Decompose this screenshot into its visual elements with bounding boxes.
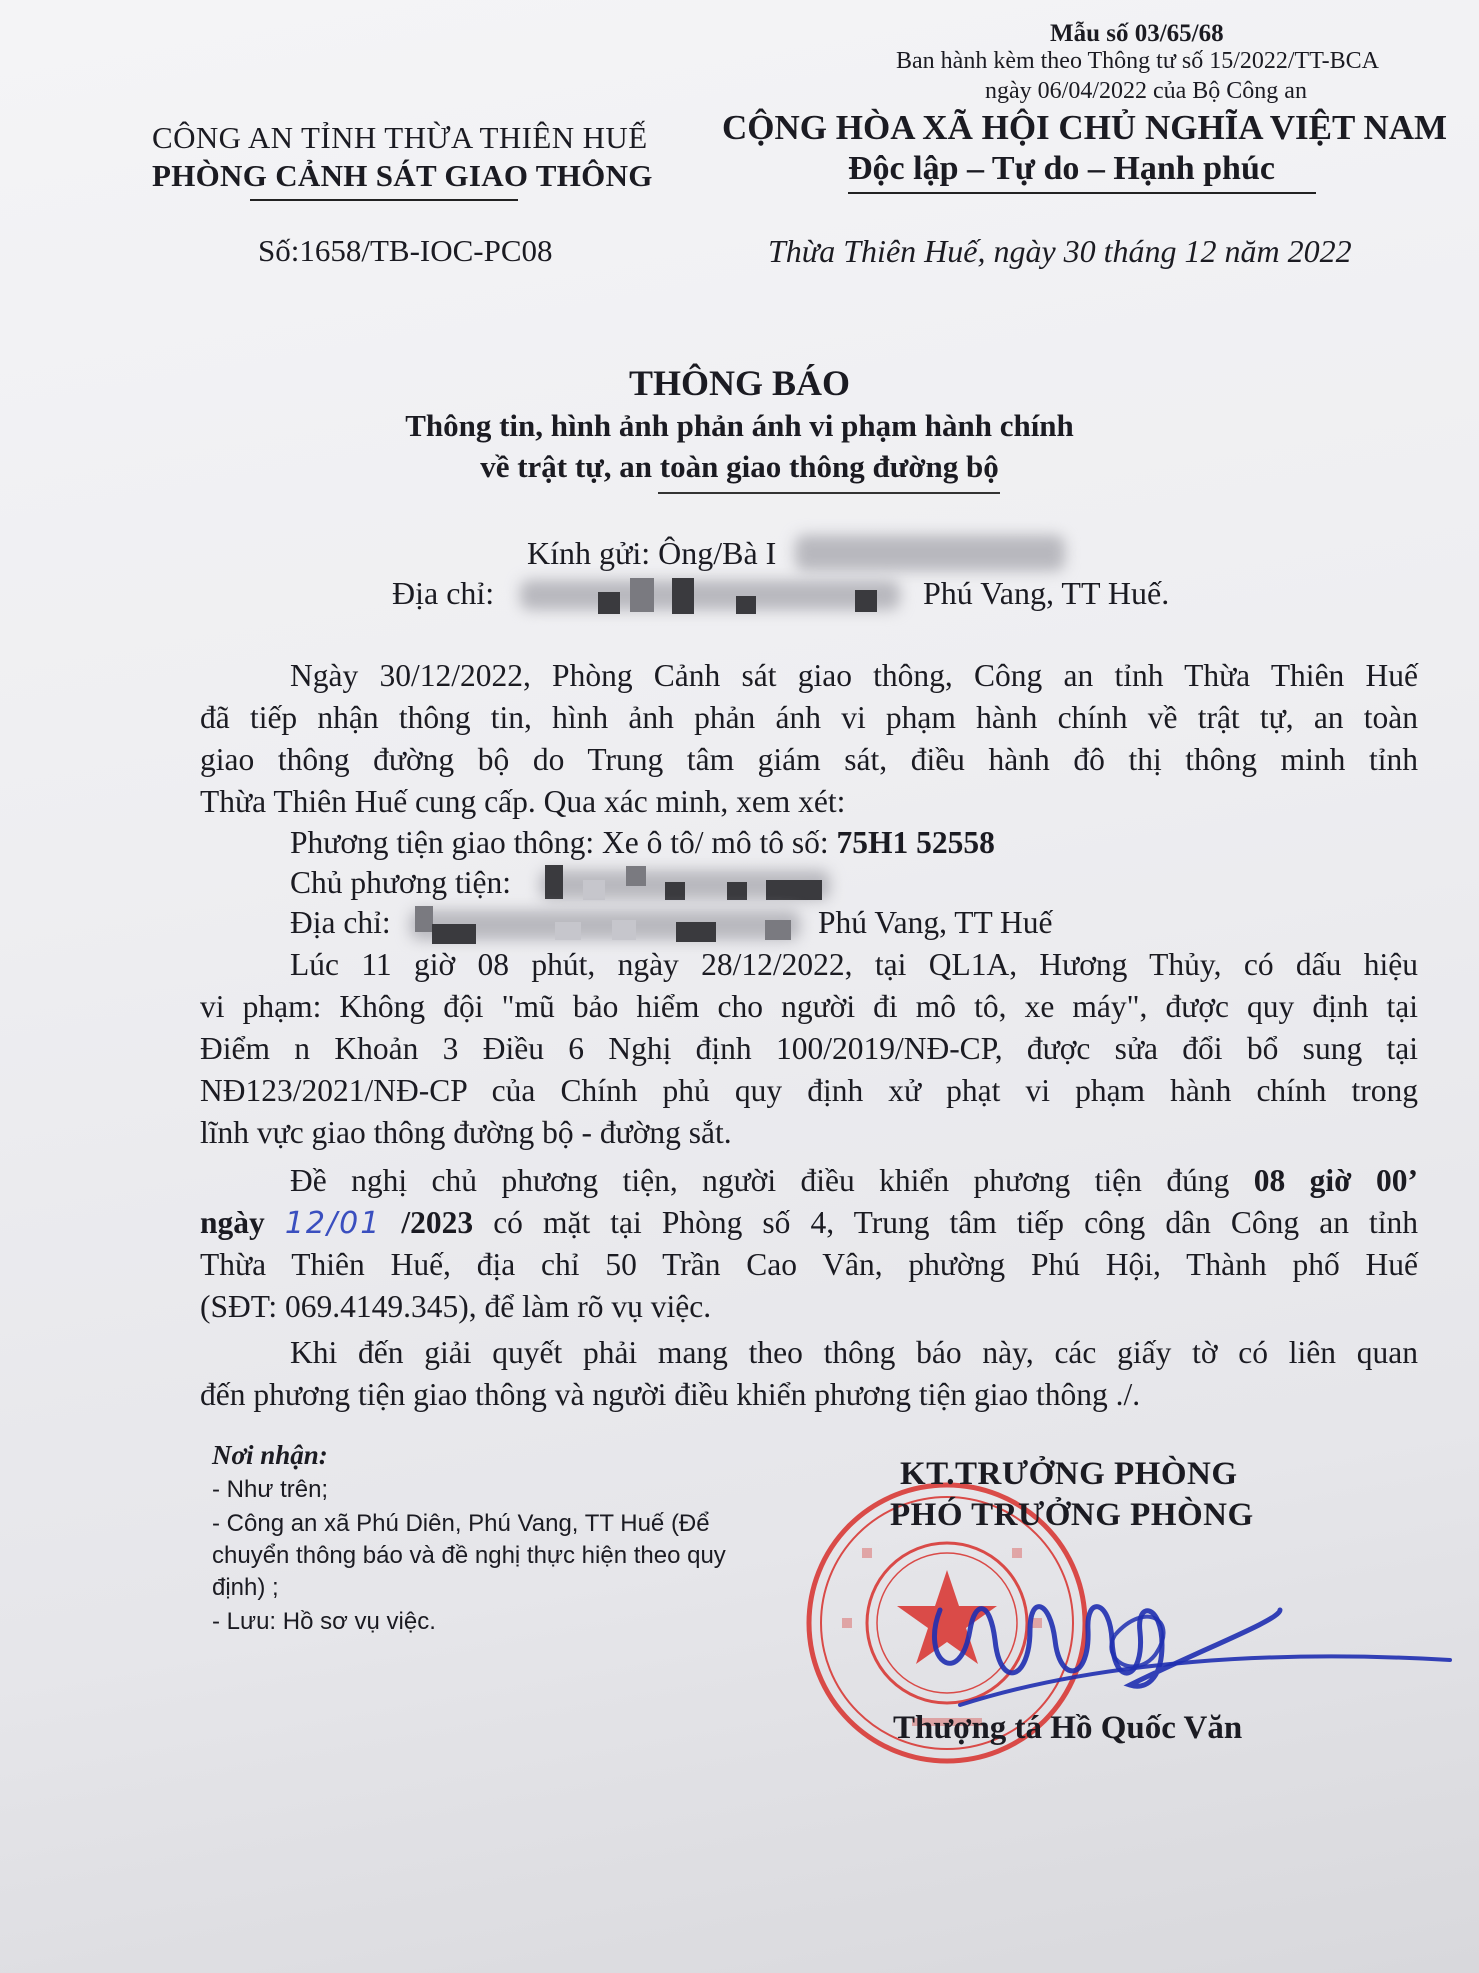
appointment-date-handwritten: 12/01: [284, 1206, 382, 1241]
signature-title-line-1: KT.TRƯỞNG PHÒNG: [900, 1456, 1238, 1492]
nation-heading: CỘNG HÒA XÃ HỘI CHỦ NGHĨA VIỆT NAM: [722, 108, 1448, 147]
paragraph-3-line-2: [200, 1202, 1418, 1245]
recipients-item-2-line-2: chuyển thông báo và đề nghị thực hiện theo quy: [212, 1542, 726, 1569]
paragraph-4-line-2: đến phương tiện giao thông và người điều khiển phương tiện giao thông ./.: [200, 1377, 1141, 1412]
form-issued-date: ngày 06/04/2022 của Bộ Công an: [985, 78, 1307, 104]
signature-title-line-2: PHÓ TRƯỞNG PHÒNG: [890, 1497, 1254, 1533]
recipients-item-2-line-3: định) ;: [212, 1574, 279, 1601]
paragraph-4-line-1: Khi đến giải quyết phải mang theo thông báo này, các giấy tờ có liên quan: [290, 1335, 1418, 1370]
recipients-item-1: - Như trên;: [212, 1476, 329, 1503]
document-subtitle-line2: về trật tự, an toàn giao thông đường bộ: [480, 449, 999, 484]
owner-address-tail: Phú Vang, TT Huế: [818, 905, 1053, 940]
appointment-request: Đề nghị chủ phương tiện, người điều khiển phương tiện đúng: [290, 1163, 1230, 1198]
paragraph-1-line-3: giao thông đường bộ do Trung tâm giám sát, điều hành đô thị thông minh tỉnh: [200, 742, 1418, 777]
appointment-year: /2023: [401, 1205, 474, 1240]
agency-parent: CÔNG AN TỈNH THỪA THIÊN HUẾ: [152, 120, 648, 155]
recipients-item-3: - Lưu: Hồ sơ vụ việc.: [212, 1608, 436, 1635]
agency-name: PHÒNG CẢNH SÁT GIAO THÔNG: [152, 158, 653, 193]
owner-address-label: Địa chỉ:: [290, 905, 391, 940]
form-number: Mẫu số 03/65/68: [1050, 20, 1224, 47]
paragraph-3-line-4: (SĐT: 069.4149.345), để làm rõ vụ việc.: [200, 1289, 712, 1324]
agency-underline: [250, 199, 518, 201]
recipients-item-2-line-1: - Công an xã Phú Diên, Phú Vang, TT Huế (Để: [212, 1510, 710, 1537]
signer-name: Thượng tá Hồ Quốc Văn: [893, 1710, 1243, 1746]
vehicle-label: Phương tiện giao thông: Xe ô tô/ mô tô số:: [290, 825, 829, 860]
appointment-day-label: ngày: [200, 1205, 265, 1240]
form-issued-by: Ban hành kèm theo Thông tư số 15/2022/TT-BCA: [896, 48, 1379, 74]
paragraph-3-line-3: Thừa Thiên Huế, địa chỉ 50 Trần Cao Vân, phường Phú Hội, Thành phố Huế: [200, 1247, 1418, 1282]
document-number: Số:1658/TB-IOC-PC08: [258, 233, 553, 268]
recipient-address-label: Địa chỉ:: [392, 575, 495, 611]
paragraph-2-line-1: Lúc 11 giờ 08 phút, ngày 28/12/2022, tại QL1A, Hương Thủy, có dấu hiệu: [290, 947, 1418, 982]
owner-label: Chủ phương tiện:: [290, 865, 511, 900]
place-date: Thừa Thiên Huế, ngày 30 tháng 12 năm 2022: [768, 233, 1352, 269]
subtitle-underline: [658, 492, 1000, 494]
appointment-location: có mặt tại Phòng số 4, Trung tâm tiếp công dân Công an tỉnh: [493, 1205, 1419, 1240]
vehicle-plate: 75H1 52558: [836, 825, 995, 860]
recipient-name-redaction: [795, 535, 1065, 571]
recipient-address-tail: Phú Vang, TT Huế.: [923, 575, 1170, 611]
appointment-time: 08 giờ 00’: [1253, 1163, 1419, 1198]
paragraph-3-line-1: [290, 1160, 1418, 1202]
paragraph-2-line-3: Điểm n Khoản 3 Điều 6 Nghị định 100/2019/NĐ-CP, được sửa đổi bổ sung tại: [200, 1031, 1418, 1066]
vehicle-line: [290, 822, 1479, 864]
document-title: THÔNG BÁO: [628, 363, 851, 403]
document-subtitle-line1: Thông tin, hình ảnh phản ánh vi phạm hành chính: [405, 408, 1074, 443]
paragraph-1-line-1: Ngày 30/12/2022, Phòng Cảnh sát giao thông, Công an tỉnh Thừa Thiên Huế: [290, 658, 1418, 693]
motto-underline: [848, 192, 1316, 194]
paragraph-2-line-2: vi phạm: Không đội "mũ bảo hiểm cho người đi mô tô, xe máy", được quy định tại: [200, 989, 1418, 1024]
motto: Độc lập – Tự do – Hạnh phúc: [848, 150, 1275, 187]
paragraph-2-line-5: lĩnh vực giao thông đường bộ - đường sắt.: [200, 1115, 732, 1150]
paragraph-2-line-4: NĐ123/2021/NĐ-CP của Chính phủ quy định xử phạt vi phạm hành chính trong: [200, 1073, 1418, 1108]
paragraph-1-line-4: Thừa Thiên Huế cung cấp. Qua xác minh, xem xét:: [200, 784, 846, 819]
recipients-heading: Nơi nhận:: [212, 1440, 328, 1470]
recipient-salutation: Kính gửi: Ông/Bà I: [527, 535, 777, 571]
paragraph-1-line-2: đã tiếp nhận thông tin, hình ảnh phản ánh vi phạm hành chính về trật tự, an toàn: [200, 700, 1418, 735]
